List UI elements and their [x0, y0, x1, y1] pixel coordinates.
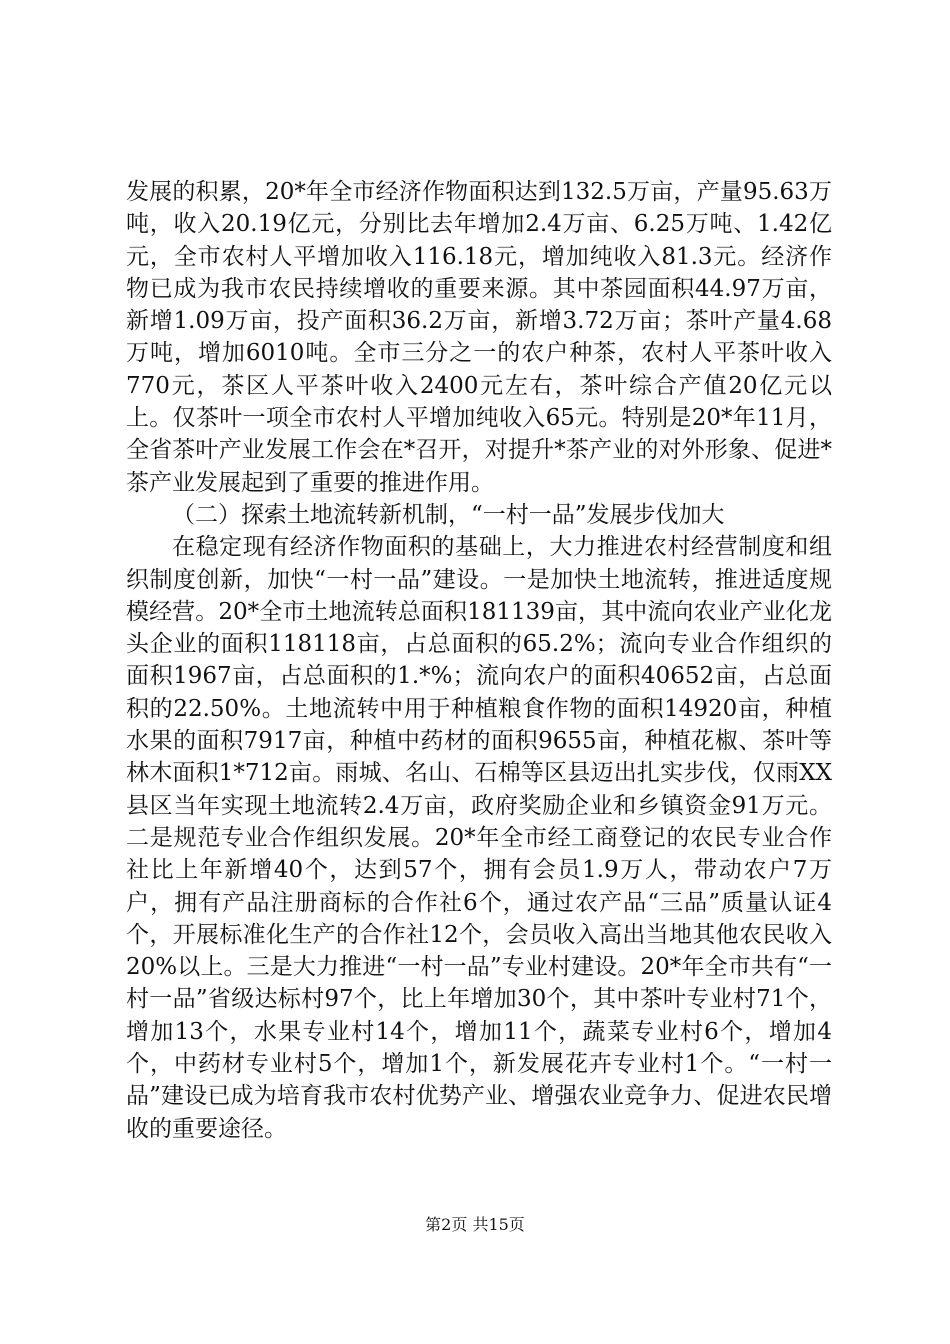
paragraph-land-transfer: 在稳定现有经济作物面积的基础上，大力推进农村经营制度和组织制度创新，加快“一村一品”建设。一是加快土地流转，推进适度规模经营。20*全市土地流转总面积181139亩，其中流向农业产业化龙头企业的面积118118亩，占总面积的65.2%；流向专业合作组织的面积1967亩，占总面积的1.*%；流向农户的面积40652亩，占总面积的22.50%。土地流转中用于种植粮食作物的面积14920亩，种植水果的面积7917亩，种植中药材的面积9655亩，种植花椒、茶叶等林木面积1*712亩。雨城、名山、石棉等区县迈出扎实步伐，仅雨XX县区当年实现土地流转2.4万亩，政府奖励企业和乡镇资金91万元。二是规范专业合作组织发展。20*年全市经工商登记的农民专业合作社比上年新增40个，达到57个，拥有会员1.9万人，带动农户7万户，拥有产品注册商标的合作社6个，通过农产品“三品”质量认证4个，开展标准化生产的合作社12个，会员收入高出当地其他农民收入20%以上。三是大力推进“一村一品”专业村建设。20*年全市共有“一村一品”省级达标村97个，比上年增加30个，其中茶叶专业村71个，增加13个，水果专业村14个，增加11个，蔬菜专业村6个，增加4个，中药材专业村5个，增加1个，新发展花卉专业村1个。“一村一品”建设已成为培育我市农村优势产业、增强农业竞争力、促进农民增收的重要途径。	[126, 534, 832, 1142]
document-body	[126, 176, 832, 1145]
section-heading: （二）探索土地流转新机制，“一村一品”发展步伐加大	[172, 501, 725, 528]
page-footer: 第2页 共15页	[425, 1215, 525, 1234]
paragraph-economic-crops: 发展的积累，20*年全市经济作物面积达到132.5万亩，产量95.63万吨，收入20.19亿元，分别比去年增加2.4万亩、6.25万吨、1.42亿元，全市农村人平增加收入116.18元，增加纯收入81.3元。经济作物已成为我市农民持续增收的重要来源。其中茶园面积44.97万亩，新增1.09万亩，投产面积36.2万亩，新增3.72万亩；茶叶产量4.68万吨，增加6010吨。全市三分之一的农户种茶，农村人平茶叶收入770元，茶区人平茶叶收入2400元左右，茶叶综合产值20亿元以上。仅茶叶一项全市农村人平增加纯收入65元。特别是20*年11月，全省茶叶产业发展工作会在*召开，对提升*茶产业的对外形象、促进*茶产业发展起到了重要的推进作用。	[126, 179, 832, 496]
